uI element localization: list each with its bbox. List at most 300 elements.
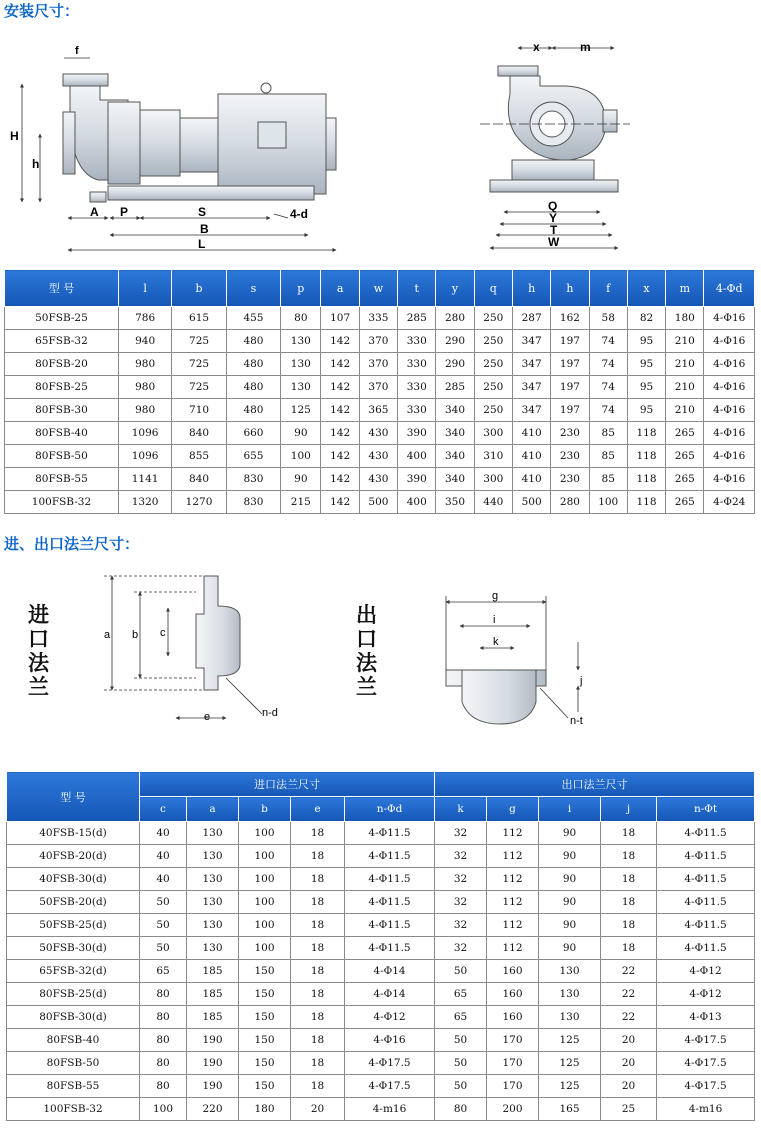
- model-cell: 100FSB-32: [7, 1098, 140, 1121]
- table2-cell: 4-Φ17.5: [657, 1052, 755, 1075]
- table2-cell: 112: [487, 868, 539, 891]
- table2-cell: 185: [187, 983, 239, 1006]
- table1-row: [5, 468, 755, 491]
- table1-cell: 390: [398, 422, 436, 445]
- table2-cell: 32: [435, 891, 487, 914]
- table2-cell: 18: [601, 822, 657, 845]
- table2-cell: 4-Φ17.5: [657, 1029, 755, 1052]
- table2-cell: 130: [187, 914, 239, 937]
- label-Q: Q: [548, 199, 558, 213]
- table2-cell: 100: [239, 845, 291, 868]
- table2-cell: 100: [239, 891, 291, 914]
- table2-row: [7, 937, 755, 960]
- table1-cell: 480: [226, 353, 280, 376]
- table1-cell: 95: [627, 399, 665, 422]
- table1-cell: 95: [627, 376, 665, 399]
- table1-cell: 340: [436, 422, 474, 445]
- table1-cell: 230: [551, 468, 589, 491]
- table2-subheader-cell: n-Φt: [657, 797, 755, 822]
- table1-cell: 290: [436, 330, 474, 353]
- table2-cell: 185: [187, 1006, 239, 1029]
- table1-header-row: [5, 270, 755, 307]
- table1-cell: 250: [474, 307, 512, 330]
- table1-row: [5, 399, 755, 422]
- table2-cell: 90: [539, 937, 601, 960]
- table1-cell: 197: [551, 353, 589, 376]
- table2-cell: 22: [601, 960, 657, 983]
- table1-cell: 725: [172, 330, 226, 353]
- table2-cell: 4-Φ11.5: [657, 914, 755, 937]
- table1-header-cell: 型 号: [5, 270, 119, 307]
- table2-cell: 150: [239, 983, 291, 1006]
- table1-cell: 300: [474, 468, 512, 491]
- table1-cell: 197: [551, 330, 589, 353]
- table1-cell: 4-Φ16: [704, 307, 755, 330]
- table1-cell: 100: [589, 491, 627, 514]
- table1-cell: 90: [281, 422, 321, 445]
- table1-header-cell: y: [436, 270, 474, 307]
- table1-cell: 400: [398, 491, 436, 514]
- label-H: H: [10, 129, 19, 143]
- table1-cell: 455: [226, 307, 280, 330]
- table1-cell: 830: [226, 468, 280, 491]
- table2-cell: 100: [239, 937, 291, 960]
- table1-cell: 365: [359, 399, 397, 422]
- table1-cell: 118: [627, 491, 665, 514]
- table1-header-cell: h: [551, 270, 589, 307]
- model-cell: 100FSB-32: [5, 491, 119, 514]
- model-cell: 80FSB-50: [7, 1052, 140, 1075]
- table2-cell: 4-Φ11.5: [657, 937, 755, 960]
- label-W: W: [548, 235, 560, 249]
- table1-cell: 1270: [172, 491, 226, 514]
- table1-cell: 410: [512, 422, 550, 445]
- table1-cell: 142: [321, 376, 359, 399]
- label-B: B: [200, 222, 209, 236]
- table2-cell: 220: [187, 1098, 239, 1121]
- table2-cell: 170: [487, 1029, 539, 1052]
- table2-cell: 100: [140, 1098, 187, 1121]
- inlet-flange-shape: [196, 576, 240, 690]
- table1-cell: 130: [281, 376, 321, 399]
- table2-cell: 125: [539, 1075, 601, 1098]
- table1-cell: 1141: [118, 468, 171, 491]
- table2-subheader-cell: g: [487, 797, 539, 822]
- table1-cell: 142: [321, 353, 359, 376]
- table1-cell: 118: [627, 422, 665, 445]
- table1-row: [5, 330, 755, 353]
- label-A: A: [90, 205, 99, 219]
- table1-cell: 4-Φ16: [704, 468, 755, 491]
- table2-cell: 18: [291, 914, 345, 937]
- table2-cell: 125: [539, 1052, 601, 1075]
- table2-cell: 4-Φ11.5: [345, 845, 435, 868]
- table1-cell: 85: [589, 445, 627, 468]
- table1-cell: 330: [398, 353, 436, 376]
- table1-cell: 4-Φ16: [704, 353, 755, 376]
- table2-subheader-cell: b: [239, 797, 291, 822]
- table2-cell: 20: [291, 1098, 345, 1121]
- svg-text:法: 法: [356, 652, 377, 675]
- table2-cell: 40: [140, 845, 187, 868]
- table1-cell: 430: [359, 422, 397, 445]
- table1-cell: 855: [172, 445, 226, 468]
- table2-cell: 190: [187, 1052, 239, 1075]
- table1-cell: 265: [666, 491, 704, 514]
- svg-text:兰: 兰: [356, 676, 377, 699]
- table2-cell: 65: [140, 960, 187, 983]
- table2-row: [7, 891, 755, 914]
- pump-front-view: [490, 66, 618, 192]
- table1-cell: 162: [551, 307, 589, 330]
- table2-row: [7, 983, 755, 1006]
- table2-cell: 130: [539, 960, 601, 983]
- table1-cell: 480: [226, 399, 280, 422]
- model-cell: 40FSB-20(d): [7, 845, 140, 868]
- label-a: a: [104, 629, 111, 641]
- table2-cell: 130: [539, 1006, 601, 1029]
- table1-cell: 230: [551, 445, 589, 468]
- table2-cell: 40: [140, 822, 187, 845]
- table1-cell: 250: [474, 330, 512, 353]
- table2-cell: 4-Φ11.5: [345, 914, 435, 937]
- table2-row: [7, 845, 755, 868]
- table2-cell: 50: [435, 1075, 487, 1098]
- table1-cell: 480: [226, 376, 280, 399]
- table2-cell: 32: [435, 822, 487, 845]
- table1-cell: 335: [359, 307, 397, 330]
- table2-cell: 65: [435, 1006, 487, 1029]
- table1-cell: 250: [474, 376, 512, 399]
- label-L: L: [198, 237, 206, 251]
- table2-cell: 18: [601, 891, 657, 914]
- table1-header-cell: q: [474, 270, 512, 307]
- table1-cell: 250: [474, 399, 512, 422]
- table2-cell: 190: [187, 1029, 239, 1052]
- table2-row: [7, 1052, 755, 1075]
- table2-row: [7, 960, 755, 983]
- table1-header-cell: 4-Φd: [704, 270, 755, 307]
- table1-cell: 95: [627, 330, 665, 353]
- table2-cell: 100: [239, 868, 291, 891]
- table1-cell: 290: [436, 353, 474, 376]
- table2-subheader-cell: i: [539, 797, 601, 822]
- table2-cell: 160: [487, 960, 539, 983]
- table2-cell: 4-Φ11.5: [657, 845, 755, 868]
- table1-cell: 840: [172, 468, 226, 491]
- table2-cell: 18: [291, 845, 345, 868]
- table2-cell: 150: [239, 1029, 291, 1052]
- model-cell: 80FSB-20: [5, 353, 119, 376]
- label-Y: Y: [549, 211, 558, 225]
- svg-text:法: 法: [28, 652, 49, 675]
- table1-cell: 1096: [118, 445, 171, 468]
- table2-cell: 18: [291, 891, 345, 914]
- table2-cell: 130: [187, 868, 239, 891]
- table1-cell: 725: [172, 353, 226, 376]
- model-cell: 80FSB-25: [5, 376, 119, 399]
- table2-cell: 170: [487, 1052, 539, 1075]
- table1-cell: 210: [666, 330, 704, 353]
- model-cell: 80FSB-40: [5, 422, 119, 445]
- table2-cell: 80: [140, 1075, 187, 1098]
- table2-cell: 18: [601, 868, 657, 891]
- table2-cell: 90: [539, 891, 601, 914]
- label-f: f: [75, 45, 79, 57]
- table1-cell: 285: [398, 307, 436, 330]
- table2-row: [7, 914, 755, 937]
- table1-cell: 142: [321, 468, 359, 491]
- label-m: m: [580, 40, 591, 54]
- table2-row: [7, 1075, 755, 1098]
- table2-cell: 112: [487, 914, 539, 937]
- table1-cell: 390: [398, 468, 436, 491]
- label-nt: n-t: [570, 715, 583, 727]
- table2-cell: 150: [239, 960, 291, 983]
- table1-cell: 1320: [118, 491, 171, 514]
- model-cell: 50FSB-25: [5, 307, 119, 330]
- table1-cell: 330: [398, 399, 436, 422]
- table1-cell: 350: [436, 491, 474, 514]
- table1-cell: 400: [398, 445, 436, 468]
- table1-header-cell: w: [359, 270, 397, 307]
- table1-cell: 347: [512, 376, 550, 399]
- table1-cell: 4-Φ24: [704, 491, 755, 514]
- table1-cell: 142: [321, 330, 359, 353]
- table1-cell: 300: [474, 422, 512, 445]
- table2-cell: 185: [187, 960, 239, 983]
- table2-cell: 20: [601, 1029, 657, 1052]
- table1-cell: 197: [551, 399, 589, 422]
- model-cell: 80FSB-50: [5, 445, 119, 468]
- table1-cell: 265: [666, 422, 704, 445]
- table2-cell: 18: [291, 960, 345, 983]
- table2-row: [7, 868, 755, 891]
- label-i: i: [493, 614, 496, 626]
- label-h: h: [32, 157, 40, 171]
- table2-cell: 125: [539, 1029, 601, 1052]
- table1-cell: 265: [666, 468, 704, 491]
- model-cell: 50FSB-30(d): [7, 937, 140, 960]
- table2-cell: 18: [291, 1052, 345, 1075]
- model-cell: 40FSB-30(d): [7, 868, 140, 891]
- table1-cell: 100: [281, 445, 321, 468]
- table2-cell: 32: [435, 868, 487, 891]
- table1-cell: 230: [551, 422, 589, 445]
- table1-cell: 347: [512, 399, 550, 422]
- model-cell: 80FSB-25(d): [7, 983, 140, 1006]
- table1-header-cell: s: [226, 270, 280, 307]
- table1-header-cell: a: [321, 270, 359, 307]
- table2-cell: 4-Φ11.5: [657, 891, 755, 914]
- table1-cell: 370: [359, 330, 397, 353]
- table2-cell: 4-Φ11.5: [345, 937, 435, 960]
- table1-cell: 74: [589, 376, 627, 399]
- table1-cell: 430: [359, 445, 397, 468]
- table2-cell: 4-Φ14: [345, 983, 435, 1006]
- table1-cell: 500: [512, 491, 550, 514]
- table2-cell: 18: [291, 983, 345, 1006]
- table1-cell: 280: [436, 307, 474, 330]
- table2-cell: 112: [487, 822, 539, 845]
- table2-cell: 150: [239, 1052, 291, 1075]
- model-cell: 80FSB-55: [5, 468, 119, 491]
- table1-cell: 4-Φ16: [704, 330, 755, 353]
- table2-cell: 4-m16: [345, 1098, 435, 1121]
- table1-cell: 130: [281, 330, 321, 353]
- table2-cell: 50: [435, 1052, 487, 1075]
- table1-cell: 142: [321, 399, 359, 422]
- table1-cell: 142: [321, 445, 359, 468]
- table2-cell: 112: [487, 891, 539, 914]
- table1-cell: 340: [436, 445, 474, 468]
- table2-cell: 90: [539, 914, 601, 937]
- table2-cell: 4-Φ17.5: [345, 1075, 435, 1098]
- model-cell: 50FSB-20(d): [7, 891, 140, 914]
- outlet-flange-shape: [446, 670, 546, 724]
- outlet-group-header: 出口法兰尺寸: [435, 772, 755, 797]
- pump-installation-drawing: [0, 22, 761, 267]
- table1-cell: 660: [226, 422, 280, 445]
- table1-cell: 980: [118, 353, 171, 376]
- table1-cell: 107: [321, 307, 359, 330]
- table2-cell: 32: [435, 845, 487, 868]
- table2-cell: 100: [239, 822, 291, 845]
- table2-cell: 25: [601, 1098, 657, 1121]
- table1-cell: 74: [589, 353, 627, 376]
- table2-cell: 130: [187, 822, 239, 845]
- table2-cell: 160: [487, 983, 539, 1006]
- table2-cell: 130: [187, 937, 239, 960]
- table1-cell: 1096: [118, 422, 171, 445]
- table1-header-cell: b: [172, 270, 226, 307]
- table1-cell: 85: [589, 422, 627, 445]
- flange-dimensions-title: 进、出口法兰尺寸：: [4, 535, 140, 553]
- table1-cell: 370: [359, 376, 397, 399]
- pump-side-view: [63, 74, 336, 202]
- table1-cell: 980: [118, 376, 171, 399]
- outlet-flange-title: [356, 604, 378, 699]
- table2-cell: 150: [239, 1075, 291, 1098]
- table2-subheader-cell: e: [291, 797, 345, 822]
- table1-cell: 615: [172, 307, 226, 330]
- table1-cell: 480: [226, 330, 280, 353]
- label-e: e: [204, 711, 211, 723]
- table2-cell: 32: [435, 937, 487, 960]
- label-k: k: [493, 636, 499, 648]
- label-P: P: [120, 205, 129, 219]
- table1-cell: 310: [474, 445, 512, 468]
- table1-cell: 95: [627, 353, 665, 376]
- table1-row: [5, 353, 755, 376]
- table1-cell: 125: [281, 399, 321, 422]
- table1-cell: 4-Φ16: [704, 399, 755, 422]
- table1-header-cell: f: [589, 270, 627, 307]
- table1-cell: 210: [666, 376, 704, 399]
- table2-cell: 4-m16: [657, 1098, 755, 1121]
- table2-cell: 40: [140, 868, 187, 891]
- table2-cell: 22: [601, 983, 657, 1006]
- table2-cell: 80: [140, 1029, 187, 1052]
- table2-cell: 90: [539, 868, 601, 891]
- table1-cell: 347: [512, 353, 550, 376]
- table2-cell: 190: [187, 1075, 239, 1098]
- inlet-group-header: 进口法兰尺寸: [140, 772, 435, 797]
- table1-cell: 118: [627, 445, 665, 468]
- table2-cell: 130: [187, 845, 239, 868]
- table2-cell: 22: [601, 1006, 657, 1029]
- label-j: j: [580, 675, 583, 687]
- table2-cell: 4-Φ11.5: [345, 822, 435, 845]
- table1-cell: 142: [321, 422, 359, 445]
- table1-cell: 500: [359, 491, 397, 514]
- table2-cell: 18: [291, 937, 345, 960]
- svg-text:口: 口: [356, 628, 377, 651]
- svg-text:兰: 兰: [28, 676, 49, 699]
- table2-cell: 80: [140, 1052, 187, 1075]
- table2-cell: 4-Φ11.5: [657, 868, 755, 891]
- table2-group-header-row: [7, 772, 755, 797]
- table1-cell: 940: [118, 330, 171, 353]
- table1-header-cell: h: [512, 270, 550, 307]
- model-cell: 50FSB-25(d): [7, 914, 140, 937]
- table1-header-cell: t: [398, 270, 436, 307]
- table2-cell: 90: [539, 845, 601, 868]
- installation-dimensions-table: [4, 269, 755, 514]
- table2-cell: 4-Φ11.5: [657, 822, 755, 845]
- table2-cell: 4-Φ14: [345, 960, 435, 983]
- table1-cell: 180: [666, 307, 704, 330]
- table2-cell: 20: [601, 1075, 657, 1098]
- svg-text:出: 出: [356, 604, 377, 627]
- table2-row: [7, 1098, 755, 1121]
- model-cell: 80FSB-30(d): [7, 1006, 140, 1029]
- table2-subheader-cell: n-Φd: [345, 797, 435, 822]
- table2-cell: 80: [140, 983, 187, 1006]
- flange-dimensions-table: [6, 771, 755, 1121]
- table1-cell: 786: [118, 307, 171, 330]
- table2-cell: 18: [291, 1029, 345, 1052]
- table2-cell: 4-Φ12: [657, 960, 755, 983]
- table1-cell: 210: [666, 353, 704, 376]
- table2-cell: 18: [601, 937, 657, 960]
- table2-subheader-cell: a: [187, 797, 239, 822]
- table2-cell: 150: [239, 1006, 291, 1029]
- table1-cell: 130: [281, 353, 321, 376]
- table2-cell: 170: [487, 1075, 539, 1098]
- table1-cell: 347: [512, 330, 550, 353]
- table1-cell: 287: [512, 307, 550, 330]
- table1-cell: 4-Φ16: [704, 445, 755, 468]
- table1-cell: 85: [589, 468, 627, 491]
- table1-cell: 285: [436, 376, 474, 399]
- model-cell: 80FSB-55: [7, 1075, 140, 1098]
- label-T: T: [550, 223, 558, 237]
- table2-cell: 18: [601, 845, 657, 868]
- table2-cell: 4-Φ11.5: [345, 868, 435, 891]
- table1-cell: 980: [118, 399, 171, 422]
- table1-cell: 340: [436, 399, 474, 422]
- svg-text:进: 进: [28, 604, 49, 627]
- table2-cell: 4-Φ12: [657, 983, 755, 1006]
- table2-cell: 65: [435, 983, 487, 1006]
- table2-cell: 112: [487, 845, 539, 868]
- table1-cell: 215: [281, 491, 321, 514]
- table1-row: [5, 307, 755, 330]
- table1-cell: 80: [281, 307, 321, 330]
- table2-cell: 165: [539, 1098, 601, 1121]
- table2-cell: 32: [435, 914, 487, 937]
